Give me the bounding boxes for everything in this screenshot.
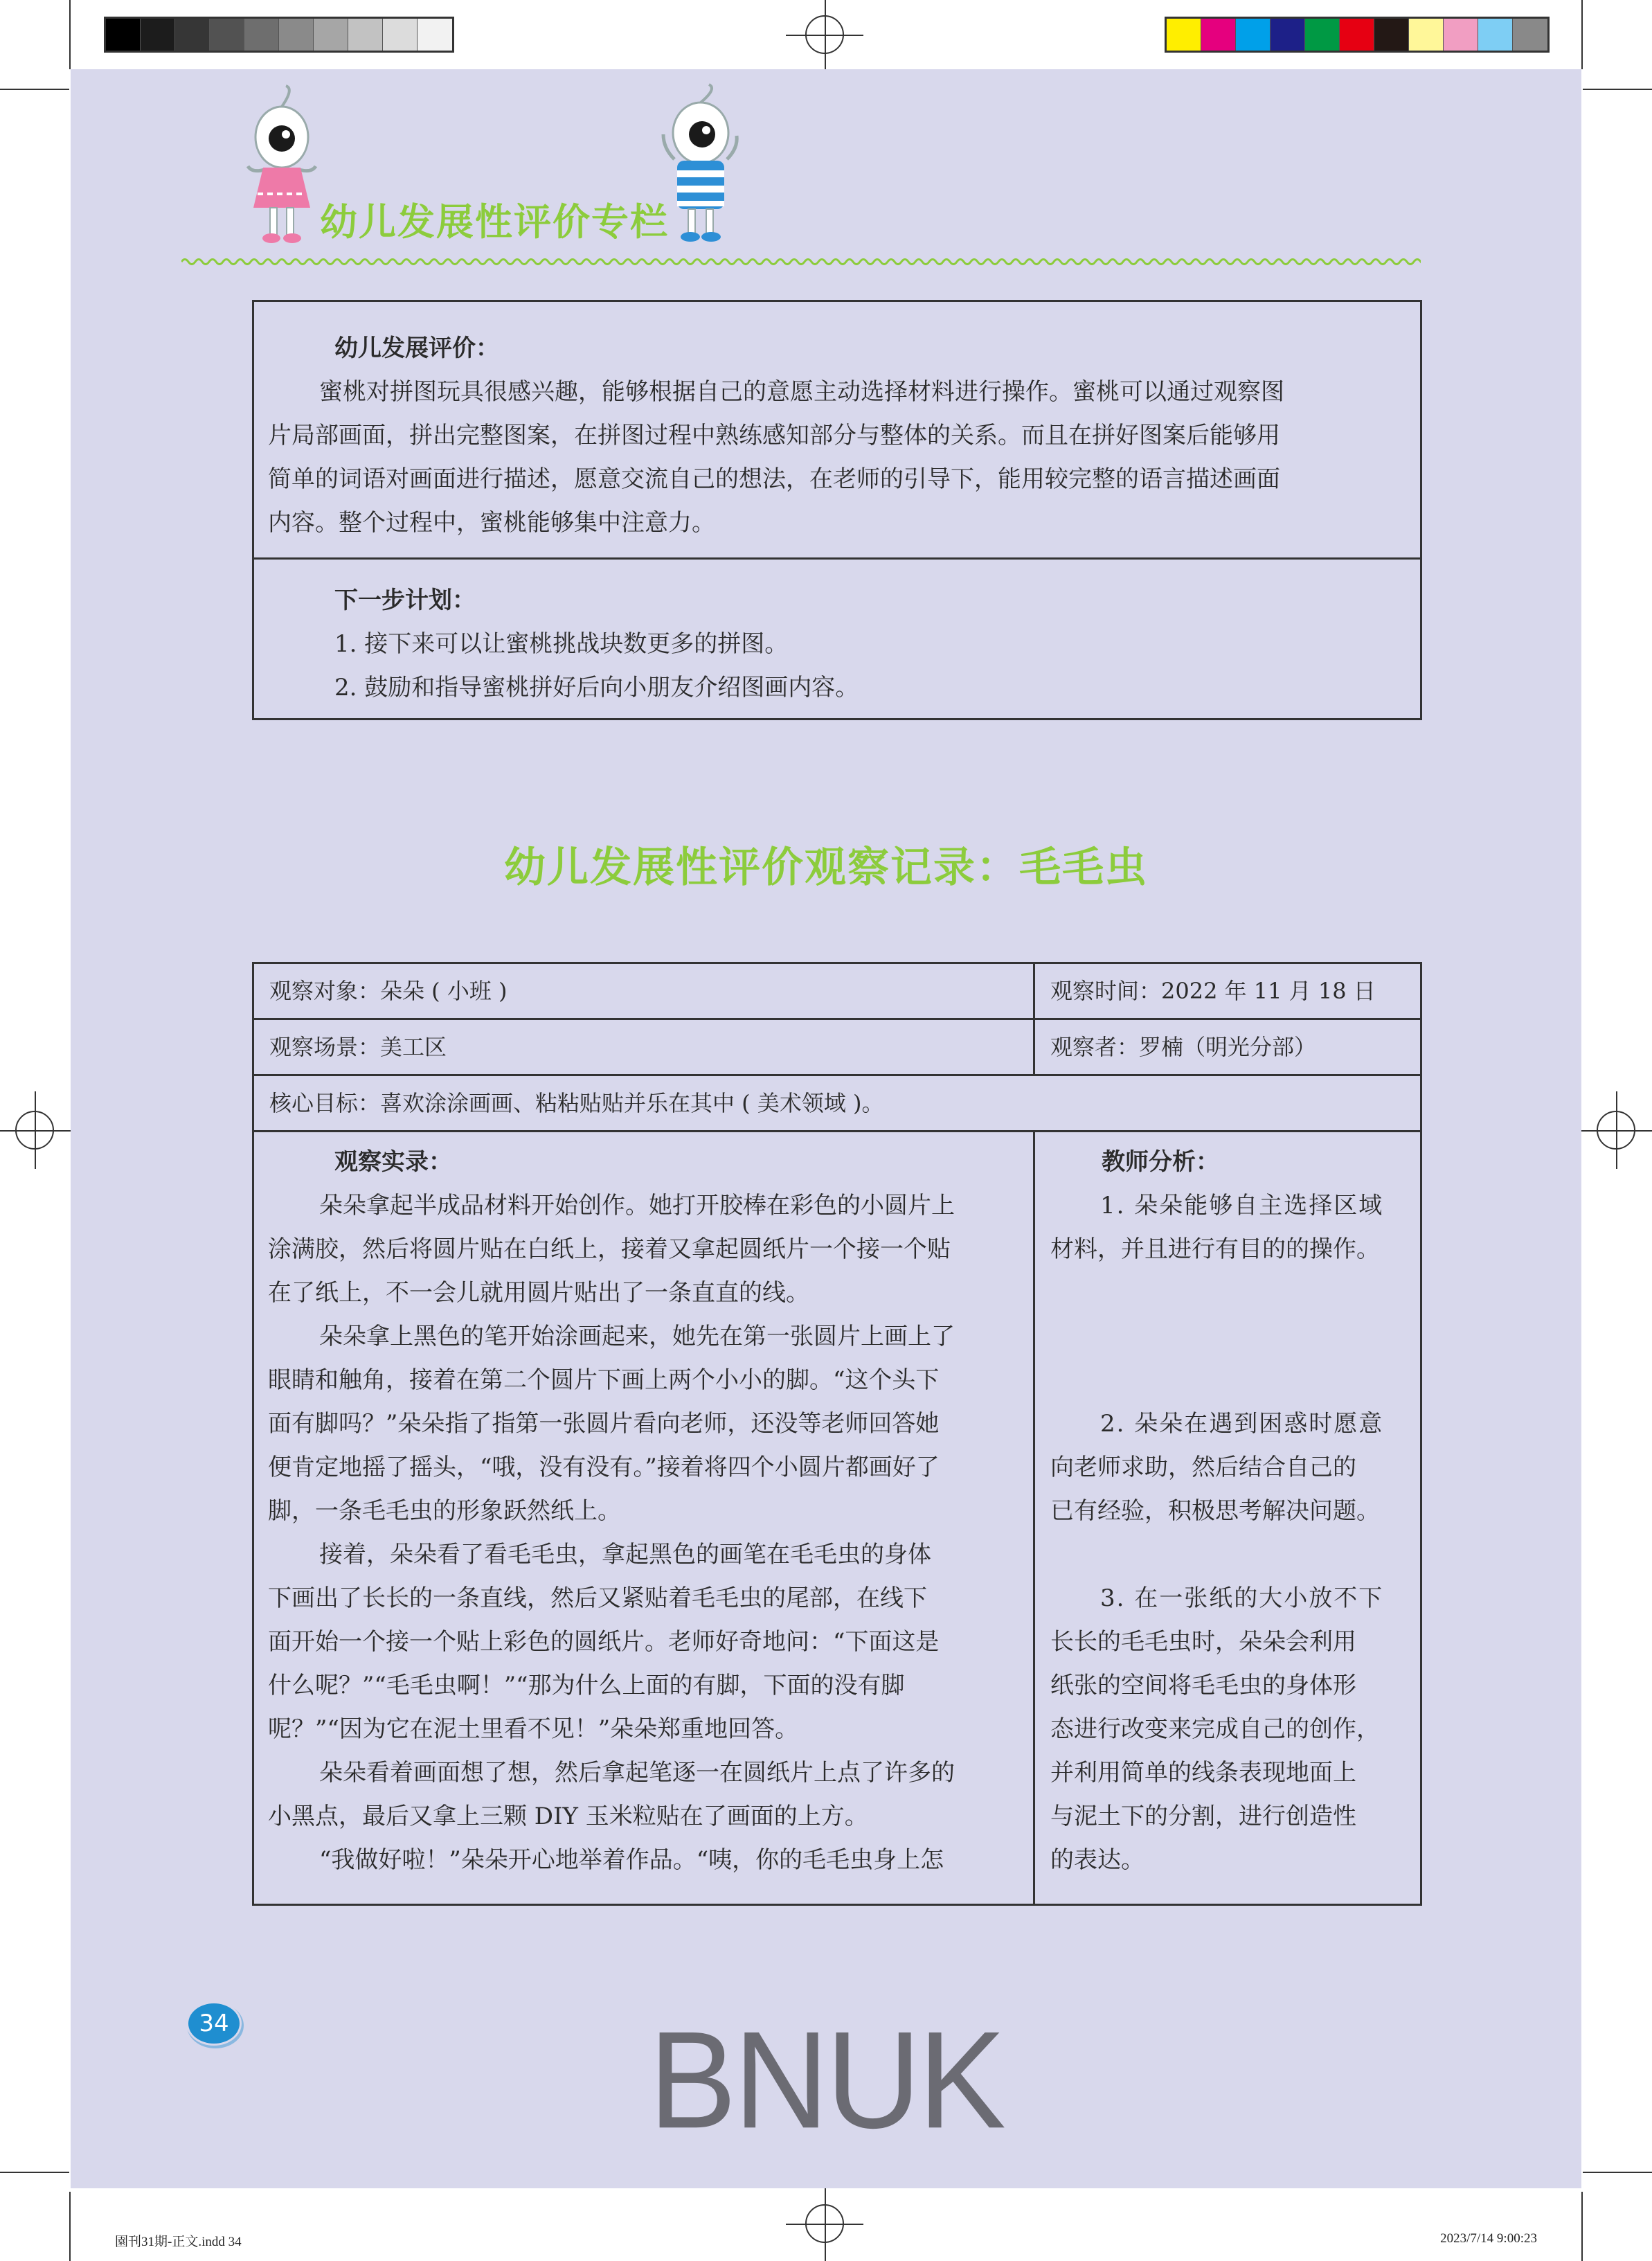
- crop-mark: [1583, 89, 1652, 90]
- gray-swatch: [210, 19, 244, 51]
- crop-mark: [69, 0, 71, 69]
- next-plan-section: [254, 560, 1420, 718]
- color-swatch: [1374, 19, 1409, 51]
- column-header: [181, 83, 1428, 312]
- color-swatch: [1236, 19, 1271, 51]
- gray-swatch: [244, 19, 279, 51]
- time-cell: 观察时间：2022 年 11 月 18 日: [1050, 978, 1376, 1004]
- observation-label: 观察实录：: [334, 1148, 452, 1176]
- analysis-line: 向老师求助，然后结合自己的: [1050, 1454, 1356, 1481]
- observation-line: 什么呢？”“毛毛虫啊！”“那为什么上面的有脚，下面的没有脚: [268, 1672, 905, 1699]
- analysis-line: 态进行改变来完成自己的创作，: [1050, 1715, 1380, 1743]
- observation-cell: [254, 1132, 1035, 1904]
- gray-swatch: [314, 19, 348, 51]
- color-swatch: [1305, 19, 1340, 51]
- slug-file-info: 園刊31期-正文.indd 34: [115, 2235, 242, 2249]
- gray-swatch: [279, 19, 314, 51]
- next-plan-item: 2. 鼓励和指导蜜桃拼好后向小朋友介绍图画内容。: [334, 674, 859, 701]
- color-swatch: [1444, 19, 1478, 51]
- observation-line: 面有脚吗？”朵朵指了指第一张圆片看向老师，还没等老师回答她: [268, 1410, 940, 1438]
- slug-timestamp: 2023/7/14 9:00:23: [1440, 2231, 1537, 2246]
- observation-line: 眼睛和触角，接着在第二个圆片下画上两个小小的脚。“这个头下: [268, 1366, 940, 1394]
- observation-line: “我做好啦！”朵朵开心地举着作品。“咦，你的毛毛虫身上怎: [319, 1846, 944, 1874]
- color-swatch: [1340, 19, 1374, 51]
- table-row: [254, 1132, 1420, 1904]
- analysis-spacer: [1050, 1533, 1409, 1577]
- crop-mark: [1583, 2172, 1652, 2173]
- color-swatch: [1201, 19, 1236, 51]
- observation-line: 呢？”“因为它在泥土里看不见！”朵朵郑重地回答。: [268, 1715, 799, 1743]
- observation-line: 接着，朵朵看了看毛毛虫，拿起黑色的画笔在毛毛虫的身体: [319, 1541, 931, 1569]
- color-swatch: [1271, 19, 1305, 51]
- observation-line: 面开始一个接一个贴上彩色的圆纸片。老师好奇地问：“下面这是: [268, 1628, 940, 1656]
- scene-cell: 观察场景：美工区: [254, 1020, 1035, 1074]
- evaluation-box: [252, 300, 1422, 720]
- registration-mark-left: [15, 1111, 54, 1150]
- color-swatch: [1167, 19, 1201, 51]
- observation-line: 涂满胶，然后将圆片贴在白纸上，接着又拿起圆纸片一个接一个贴: [268, 1235, 951, 1263]
- analysis-line: 与泥土下的分割，进行创造性: [1050, 1803, 1356, 1830]
- watermark-logo: BNUK: [649, 2003, 1003, 2158]
- analysis-line: 1. 朵朵能够自主选择区域: [1100, 1192, 1384, 1219]
- observation-line: 便肯定地摇了摇头，“哦，没有没有。”接着将四个小圆片都画好了: [268, 1454, 940, 1481]
- crop-mark: [0, 89, 69, 90]
- subject-cell: 观察对象：朵朵 ( 小班 ): [254, 964, 1035, 1018]
- wave-divider: [181, 255, 1421, 269]
- girl-mascot-icon: [244, 83, 320, 249]
- gray-swatch: [418, 19, 452, 51]
- registration-mark-top: [805, 15, 844, 54]
- color-swatch: [1409, 19, 1444, 51]
- next-plan-item: 1. 接下来可以让蜜桃挑战块数更多的拼图。: [334, 630, 789, 658]
- observation-line: 朵朵看着画面想了想，然后拿起笔逐一在圆纸片上点了许多的: [319, 1759, 955, 1787]
- analysis-line: 纸张的空间将毛毛虫的身体形: [1050, 1672, 1356, 1699]
- analysis-label: 教师分析：: [1102, 1148, 1219, 1176]
- goal-cell: 核心目标：喜欢涂涂画画、粘粘贴贴并乐在其中 ( 美术领域 )。: [269, 1090, 884, 1116]
- boy-mascot-icon: [659, 83, 742, 249]
- gray-swatch: [141, 19, 175, 51]
- gray-swatch: [348, 19, 383, 51]
- color-swatch: [1513, 19, 1547, 51]
- table-row: [254, 964, 1420, 1020]
- observation-line: 在了纸上，不一会儿就用圆片贴出了一条直直的线。: [268, 1279, 809, 1307]
- analysis-line: 2. 朵朵在遇到困惑时愿意: [1100, 1410, 1384, 1438]
- evaluation-line: 蜜桃对拼图玩具很感兴趣，能够根据自己的意愿主动选择材料进行操作。蜜桃可以通过观察图: [319, 378, 1284, 406]
- column-title: 幼儿发展性评价专栏: [320, 200, 669, 244]
- evaluation-label: 幼儿发展评价：: [334, 334, 499, 362]
- gray-swatch: [383, 19, 418, 51]
- analysis-line: 已有经验，积极思考解决问题。: [1050, 1497, 1380, 1525]
- evaluation-line: 简单的词语对画面进行描述，愿意交流自己的想法，在老师的引导下，能用较完整的语言描述画面: [268, 465, 1280, 493]
- color-calibration-bar: [1165, 17, 1550, 53]
- color-swatch: [1478, 19, 1513, 51]
- analysis-line: 材料，并且进行有目的的操作。: [1050, 1235, 1380, 1263]
- registration-mark-right: [1597, 1111, 1635, 1150]
- observation-line: 朵朵拿上黑色的笔开始涂画起来，她先在第一张圆片上画上了: [319, 1323, 955, 1350]
- observation-line: 朵朵拿起半成品材料开始创作。她打开胶棒在彩色的小圆片上: [319, 1192, 955, 1219]
- analysis-line: 长长的毛毛虫时，朵朵会利用: [1050, 1628, 1356, 1656]
- record-title: 幼儿发展性评价观察记录：毛毛虫: [504, 843, 1148, 892]
- evaluation-line: 内容。整个过程中，蜜桃能够集中注意力。: [268, 509, 715, 537]
- observation-line: 小黑点，最后又拿上三颗 DIY 玉米粒贴在了画面的上方。: [268, 1803, 868, 1830]
- crop-mark: [1581, 2192, 1583, 2261]
- analysis-line: 的表达。: [1050, 1846, 1144, 1874]
- crop-mark: [1581, 0, 1583, 69]
- table-row: [254, 1020, 1420, 1076]
- observation-record-table: [252, 962, 1422, 1906]
- analysis-cell: [1035, 1132, 1420, 1904]
- analysis-spacer: [1050, 1271, 1409, 1315]
- page-number-badge: 34: [188, 2003, 240, 2044]
- gray-swatch: [175, 19, 210, 51]
- analysis-spacer: [1050, 1359, 1409, 1402]
- observer-cell: 观察者：罗楠（明光分部）: [1050, 1034, 1317, 1060]
- registration-mark-bottom: [805, 2204, 844, 2243]
- table-row: [254, 1076, 1420, 1132]
- next-plan-label: 下一步计划：: [334, 587, 476, 614]
- observation-line: 脚，一条毛毛虫的形象跃然纸上。: [268, 1497, 621, 1525]
- analysis-spacer: [1050, 1315, 1409, 1359]
- crop-mark: [0, 2172, 69, 2173]
- observation-line: 下画出了长长的一条直线，然后又紧贴着毛毛虫的尾部，在线下: [268, 1584, 927, 1612]
- analysis-line: 3. 在一张纸的大小放不下: [1100, 1584, 1384, 1612]
- evaluation-line: 片局部画面，拼出完整图案，在拼图过程中熟练感知部分与整体的关系。而且在拼好图案后能够用: [268, 422, 1280, 449]
- analysis-line: 并利用简单的线条表现地面上: [1050, 1759, 1356, 1787]
- grayscale-calibration-bar: [104, 17, 454, 53]
- gray-swatch: [106, 19, 141, 51]
- evaluation-section: [254, 302, 1420, 560]
- crop-mark: [69, 2192, 71, 2261]
